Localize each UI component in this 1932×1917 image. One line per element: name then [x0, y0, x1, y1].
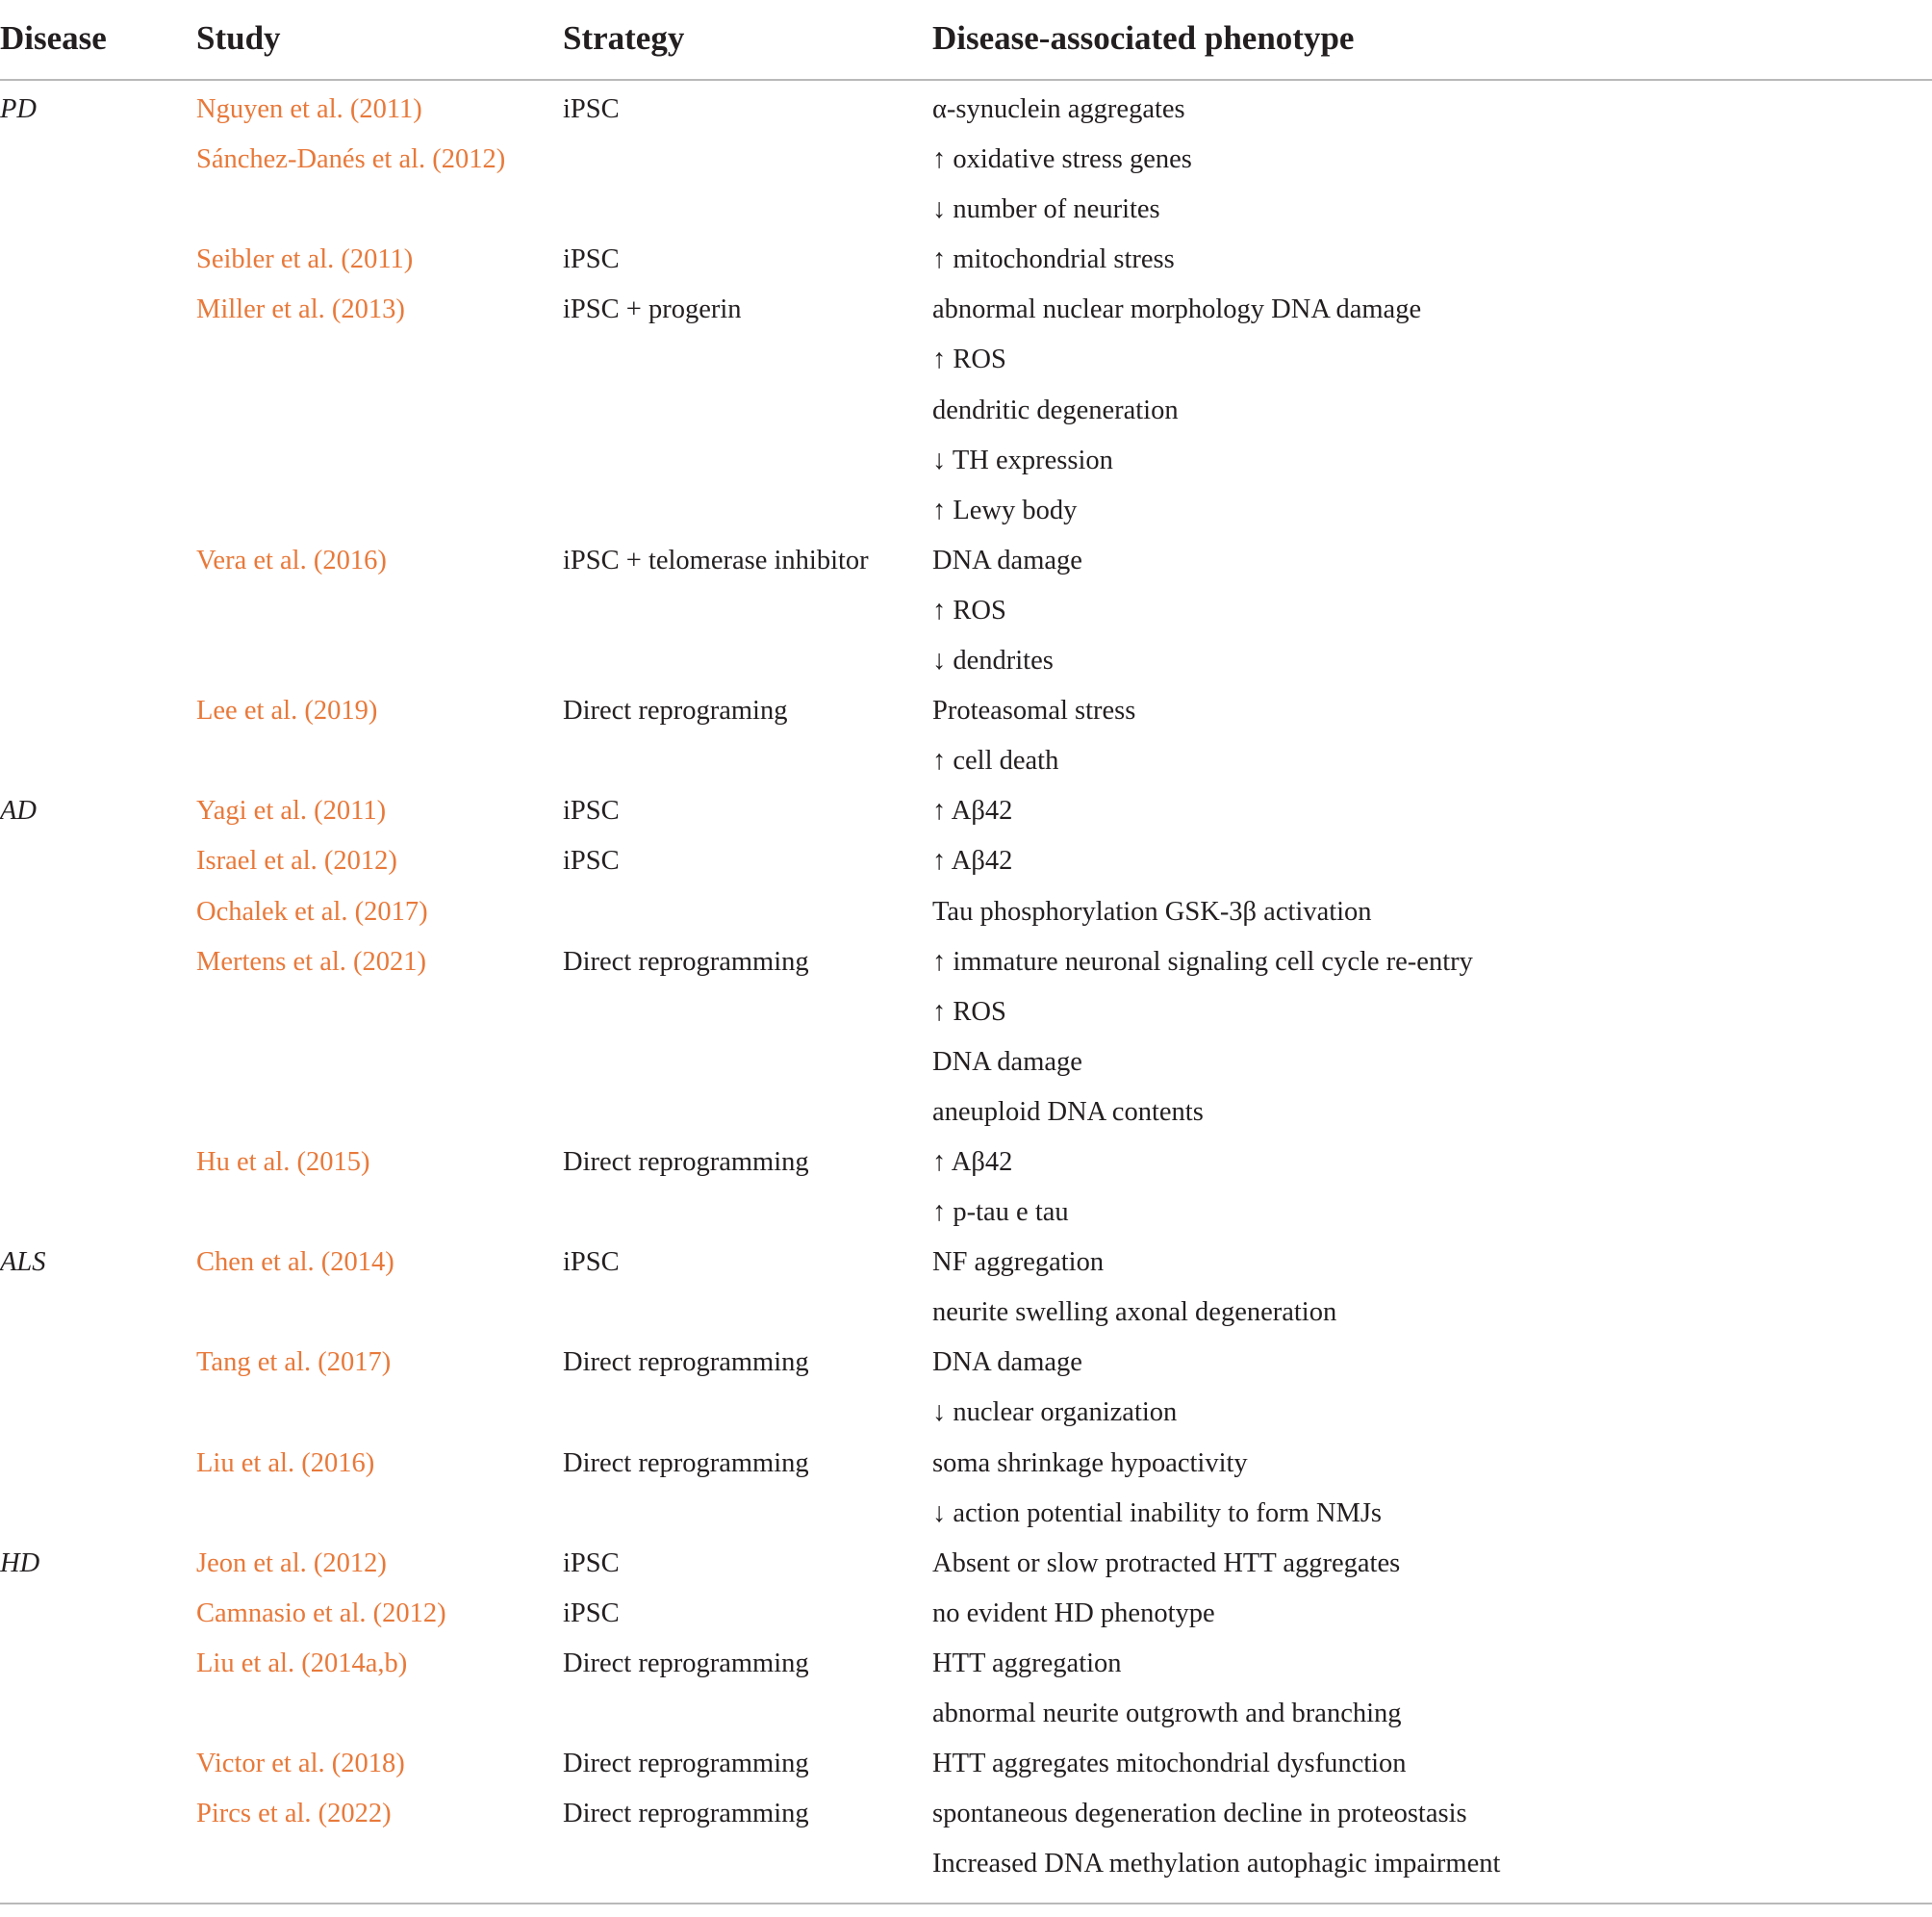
- table-row: [0, 1387, 1932, 1437]
- table-row: [0, 835, 1932, 885]
- table-row: [0, 986, 1932, 1036]
- phenotype-cell: abnormal nuclear morphology DNA damage: [932, 294, 1422, 325]
- strategy-cell: Direct reprogramming: [563, 1799, 809, 1829]
- phenotype-cell: ↑ ROS: [932, 996, 1006, 1027]
- phenotype-cell: ↑ Aβ42: [932, 1146, 1013, 1177]
- table-row: [0, 1237, 1932, 1287]
- phenotype-cell: ↓ nuclear organization: [932, 1397, 1178, 1428]
- study-link[interactable]: Sánchez-Danés et al. (2012): [196, 144, 506, 175]
- strategy-cell: Direct reprogramming: [563, 1749, 809, 1779]
- strategy-cell: iPSC: [563, 846, 620, 877]
- table-row: [0, 1287, 1932, 1337]
- phenotype-cell: no evident HD phenotype: [932, 1598, 1215, 1628]
- table-bottom-rule: [0, 1903, 1932, 1904]
- phenotype-cell: aneuploid DNA contents: [932, 1096, 1204, 1127]
- study-link[interactable]: Seibler et al. (2011): [196, 244, 414, 275]
- table-row: [0, 1838, 1932, 1888]
- study-link[interactable]: Vera et al. (2016): [196, 545, 387, 575]
- table-row: [0, 385, 1932, 435]
- phenotype-cell: ↑ Aβ42: [932, 796, 1013, 827]
- study-link[interactable]: Jeon et al. (2012): [196, 1547, 387, 1578]
- header-disease: Disease: [0, 19, 107, 57]
- strategy-cell: iPSC: [563, 94, 620, 124]
- study-link[interactable]: Camnasio et al. (2012): [196, 1598, 446, 1628]
- strategy-cell: Direct reprograming: [563, 696, 788, 727]
- table-row: [0, 284, 1932, 334]
- phenotype-cell: soma shrinkage hypoactivity: [932, 1447, 1248, 1478]
- study-link[interactable]: Mertens et al. (2021): [196, 946, 427, 977]
- phenotype-cell: DNA damage: [932, 545, 1082, 575]
- strategy-cell: iPSC: [563, 1547, 620, 1578]
- phenotype-cell: ↓ dendrites: [932, 646, 1054, 677]
- header-study: Study: [196, 19, 281, 57]
- study-link[interactable]: Israel et al. (2012): [196, 846, 397, 877]
- phenotype-cell: abnormal neurite outgrowth and branching: [932, 1699, 1402, 1728]
- table-row: [0, 1788, 1932, 1838]
- phenotype-cell: DNA damage: [932, 1046, 1082, 1077]
- study-link[interactable]: Liu et al. (2014a,b): [196, 1648, 408, 1678]
- study-link[interactable]: Pircs et al. (2022): [196, 1799, 392, 1829]
- table-row: [0, 1638, 1932, 1688]
- phenotype-cell: spontaneous degeneration decline in proteostasis: [932, 1799, 1467, 1829]
- table-row: [0, 1337, 1932, 1387]
- study-link[interactable]: Tang et al. (2017): [196, 1347, 392, 1378]
- phenotype-cell: neurite swelling axonal degeneration: [932, 1297, 1337, 1328]
- phenotype-cell: ↑ cell death: [932, 746, 1059, 777]
- disease-cell: PD: [0, 94, 37, 124]
- table-row: [0, 134, 1932, 184]
- study-link[interactable]: Chen et al. (2014): [196, 1247, 394, 1278]
- study-link[interactable]: Nguyen et al. (2011): [196, 94, 422, 124]
- table-row: [0, 1187, 1932, 1237]
- table-row: [0, 785, 1932, 835]
- table-row: [0, 1538, 1932, 1588]
- table-row: [0, 1137, 1932, 1187]
- study-link[interactable]: Ochalek et al. (2017): [196, 896, 428, 927]
- table-row: [0, 585, 1932, 635]
- table-row: [0, 886, 1932, 936]
- study-link[interactable]: Miller et al. (2013): [196, 294, 405, 325]
- phenotype-cell: ↓ TH expression: [932, 445, 1113, 475]
- table-row: [0, 485, 1932, 535]
- phenotype-cell: Tau phosphorylation GSK-3β activation: [932, 896, 1372, 927]
- disease-cell: HD: [0, 1547, 40, 1578]
- phenotype-cell: ↑ ROS: [932, 595, 1006, 626]
- strategy-cell: iPSC + progerin: [563, 294, 742, 325]
- phenotype-cell: α-synuclein aggregates: [932, 94, 1185, 124]
- strategy-cell: Direct reprogramming: [563, 1146, 809, 1177]
- table-row: [0, 334, 1932, 384]
- strategy-cell: Direct reprogramming: [563, 946, 809, 977]
- phenotype-cell: DNA damage: [932, 1347, 1082, 1378]
- phenotype-cell: dendritic degeneration: [932, 395, 1179, 425]
- table-row: [0, 1036, 1932, 1086]
- table-row: [0, 1438, 1932, 1488]
- study-link[interactable]: Hu et al. (2015): [196, 1146, 370, 1177]
- table-row: [0, 184, 1932, 234]
- header-phenotype: Disease-associated phenotype: [932, 19, 1355, 57]
- strategy-cell: Direct reprogramming: [563, 1447, 809, 1478]
- strategy-cell: iPSC + telomerase inhibitor: [563, 545, 869, 575]
- strategy-cell: iPSC: [563, 1247, 620, 1278]
- phenotype-cell: ↑ Lewy body: [932, 495, 1078, 525]
- study-link[interactable]: Victor et al. (2018): [196, 1749, 405, 1779]
- table-row: [0, 936, 1932, 986]
- phenotype-cell: ↑ p-tau e tau: [932, 1197, 1069, 1228]
- header-strategy: Strategy: [563, 19, 685, 57]
- table-row: [0, 1738, 1932, 1788]
- strategy-cell: iPSC: [563, 796, 620, 827]
- table-row: [0, 1488, 1932, 1538]
- phenotype-cell: ↑ immature neuronal signaling cell cycle re-entry: [932, 946, 1473, 977]
- phenotype-cell: Proteasomal stress: [932, 696, 1136, 727]
- phenotype-cell: HTT aggregation: [932, 1648, 1122, 1678]
- study-link[interactable]: Lee et al. (2019): [196, 696, 378, 727]
- table-row: [0, 435, 1932, 485]
- phenotype-cell: Absent or slow protracted HTT aggregates: [932, 1547, 1401, 1578]
- table-row: [0, 234, 1932, 284]
- strategy-cell: Direct reprogramming: [563, 1648, 809, 1678]
- table-body: [0, 81, 1932, 1888]
- table-row: [0, 84, 1932, 134]
- strategy-cell: iPSC: [563, 1598, 620, 1628]
- strategy-cell: Direct reprogramming: [563, 1347, 809, 1378]
- table-row: [0, 1086, 1932, 1137]
- phenotype-cell: ↑ ROS: [932, 345, 1006, 375]
- disease-cell: ALS: [0, 1247, 46, 1278]
- table-header: [0, 0, 1932, 81]
- table-row: [0, 635, 1932, 685]
- phenotype-cell: ↓ number of neurites: [932, 194, 1160, 225]
- disease-cell: AD: [0, 796, 37, 827]
- phenotype-cell: HTT aggregates mitochondrial dysfunction: [932, 1749, 1407, 1779]
- phenotype-cell: ↓ action potential inability to form NMJs: [932, 1497, 1383, 1528]
- phenotype-cell: ↑ mitochondrial stress: [932, 244, 1175, 275]
- strategy-cell: iPSC: [563, 244, 620, 275]
- study-link[interactable]: Yagi et al. (2011): [196, 796, 387, 827]
- table-row: [0, 1688, 1932, 1738]
- table-row: [0, 735, 1932, 785]
- study-link[interactable]: Liu et al. (2016): [196, 1447, 375, 1478]
- phenotype-cell: Increased DNA methylation autophagic impairment: [932, 1849, 1501, 1879]
- phenotype-cell: ↑ Aβ42: [932, 846, 1013, 877]
- table-row: [0, 1588, 1932, 1638]
- phenotype-cell: ↑ oxidative stress genes: [932, 144, 1192, 175]
- table-row: [0, 685, 1932, 735]
- phenotype-cell: NF aggregation: [932, 1247, 1105, 1278]
- table-row: [0, 535, 1932, 585]
